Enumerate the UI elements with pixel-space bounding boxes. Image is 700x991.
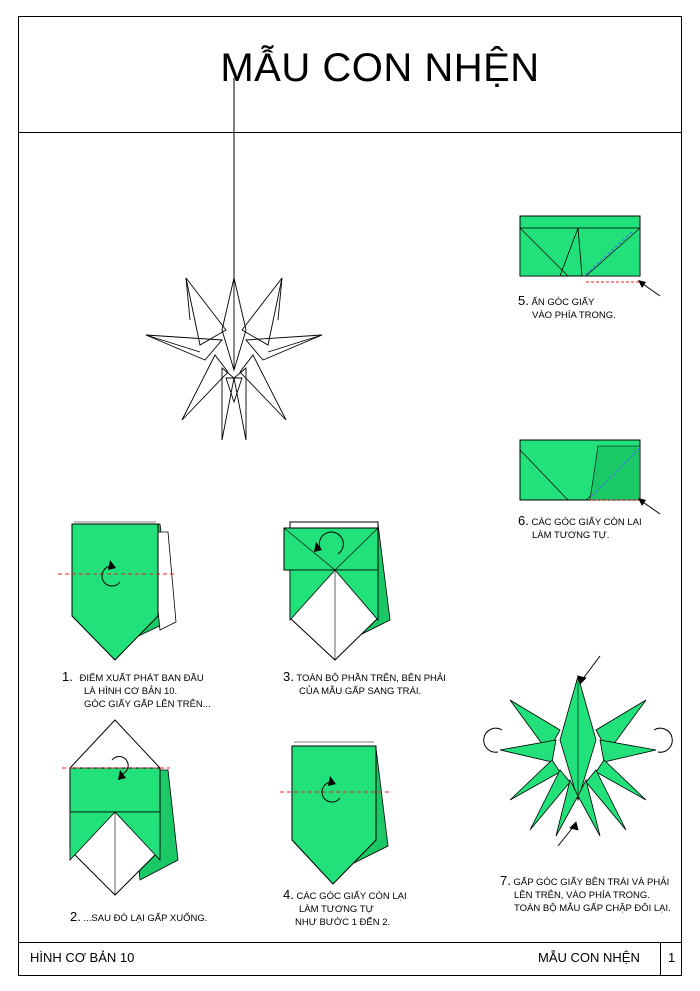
- step-line: NHƯ BƯỚC 1 ĐẾN 2.: [295, 917, 391, 928]
- step-5-caption: [518, 294, 616, 322]
- step-line: CÁC GÓC GIẤY CÒN LẠI: [531, 517, 642, 528]
- step-number: 3.: [283, 669, 294, 684]
- step-3-diagram: [284, 522, 390, 660]
- step-line: LÀM TƯƠNG TỰ.: [532, 530, 610, 541]
- step-number: 6.: [518, 513, 529, 528]
- step-number: 5.: [518, 293, 529, 308]
- step-line: TOÀN BỘ PHẦN TRÊN, BÊN PHẢI: [296, 673, 446, 684]
- step-1-diagram: [58, 522, 176, 660]
- step-2-diagram: [62, 720, 178, 895]
- step-line: GẤP GÓC GIẤY BÊN TRÁI VÀ PHẢI: [513, 877, 670, 888]
- step-6-diagram: [520, 440, 660, 514]
- step-line: CÁC GÓC GIẤY CÒN LẠI: [296, 891, 407, 902]
- step-line: CỦA MẪU GẤP SANG TRÁI.: [299, 686, 422, 697]
- step-number: 1.: [62, 669, 73, 684]
- page-title: MẪU CON NHỆN: [220, 46, 540, 90]
- step-line: TOÀN BỘ MẪU GẤP CHẬP ĐÔI LẠI.: [514, 903, 671, 914]
- step-1-caption: [62, 670, 211, 711]
- step-number: 4.: [283, 887, 294, 902]
- footer-left-label: HÌNH CƠ BẢN 10: [30, 950, 135, 965]
- step-line: LÊN TRÊN, VÀO PHÍA TRONG.: [514, 890, 650, 901]
- step-7-diagram: [484, 656, 673, 846]
- step-3-caption: [283, 670, 446, 698]
- step-line: LÀ HÌNH CƠ BẢN 10.: [84, 686, 178, 697]
- step-5-diagram: [520, 216, 660, 296]
- step-2-caption: [70, 910, 207, 925]
- finished-spider-drawing: [146, 278, 322, 440]
- step-line: ĐIỂM XUẤT PHÁT BAN ĐẦU: [79, 673, 204, 684]
- step-line: LÀM TƯƠNG TỰ: [299, 904, 374, 915]
- step-number: 2.: [70, 909, 81, 924]
- step-line: VÀO PHÍA TRONG.: [532, 310, 616, 321]
- step-line: GÓC GIẤY GẤP LÊN TRÊN...: [84, 699, 211, 710]
- step-line: ẤN GÓC GIẤY: [531, 297, 595, 308]
- footer-right-label: MẪU CON NHỆN: [538, 950, 640, 965]
- step-6-caption: [518, 514, 642, 542]
- step-line: ...SAU ĐÓ LẠI GẤP XUỐNG.: [83, 913, 208, 924]
- step-7-caption: [500, 874, 671, 915]
- step-4-diagram: [280, 742, 392, 884]
- page-number: 1: [668, 950, 676, 965]
- step-4-caption: [283, 888, 407, 929]
- step-number: 7.: [500, 873, 511, 888]
